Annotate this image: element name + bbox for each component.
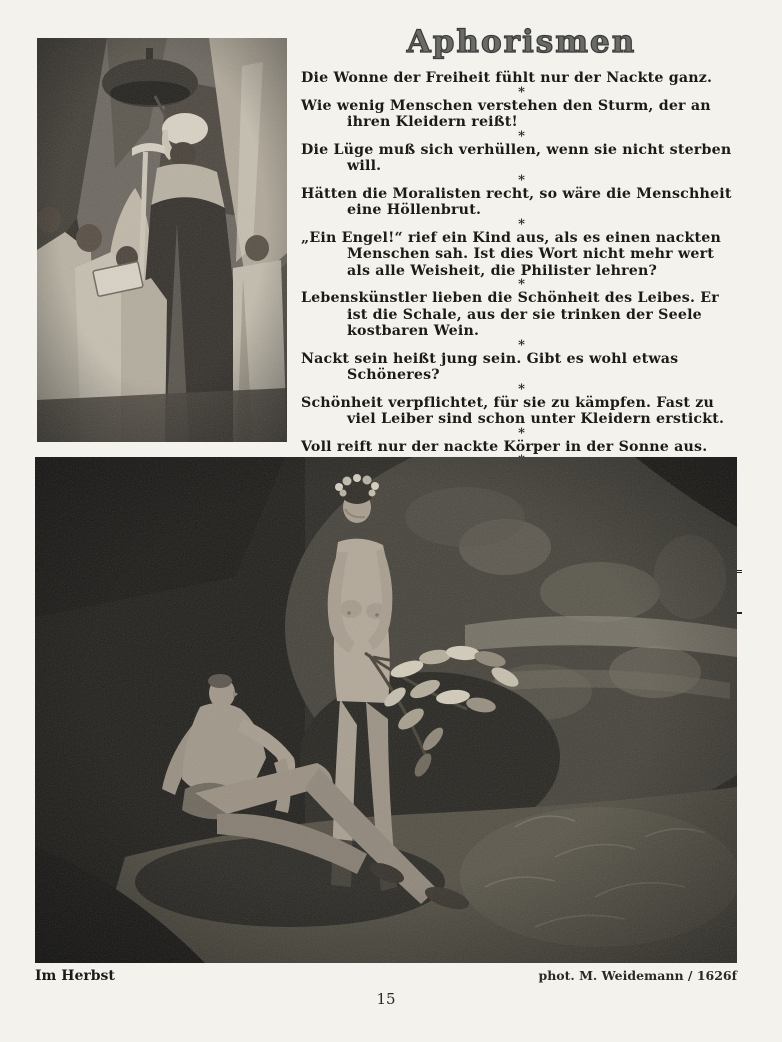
photo-priest-illustration: [37, 38, 287, 442]
aphorism: Voll reift nur der nackte Körper in der Sonne aus.: [301, 438, 708, 455]
aphorism: Die Lüge muß sich verhüllen, wenn sie nicht sterben will.: [301, 141, 732, 174]
aphorism: Lebenskünstler lieben die Schönheit des Leibes. Er ist die Schale, aus der sie trinken der Seele kostbaren Wein.: [301, 290, 719, 339]
aphorism-separator: *: [518, 128, 525, 144]
aphorism: Nackt sein heißt jung sein. Gibt es wohl etwas Schöneres?: [301, 350, 679, 383]
photographer-credit: phot. M. Weidemann / 1626f: [538, 968, 737, 983]
aphorism-separator: *: [518, 381, 525, 397]
aphorism-separator: *: [518, 425, 525, 441]
photo-im-herbst: [35, 457, 737, 963]
bottom-caption-row: [35, 968, 737, 984]
photo-title: Im Herbst: [35, 968, 115, 984]
aphorism-separator: *: [518, 277, 525, 292]
photo-herbst-illustration: [35, 457, 737, 963]
page-number: 15: [376, 990, 396, 1008]
aphorism-separator: *: [518, 172, 525, 188]
aphorism: Wie wenig Menschen verstehen den Sturm, der an ihren Kleidern reißt!: [301, 97, 711, 130]
aphorism: Schönheit verpflichtet, für sie zu kämpfen. Fast zu viel Leiber sind schon unter Kleidern erstickt.: [301, 394, 725, 427]
aphorism: „Ein Engel!“ rief ein Kind aus, als es einen nackten Menschen sah. Ist dies Wort nicht mehr wert als alle Weisheit, die Philister lehren?: [301, 229, 722, 279]
page-title: Aphorismen: [406, 24, 637, 60]
aphorism-separator: *: [518, 84, 525, 100]
aphorism: Hätten die Moralisten recht, so wäre die Menschheit eine Höllenbrut.: [301, 185, 732, 218]
photo-priest-with-boys: [37, 38, 287, 442]
aphorism-separator: *: [518, 216, 525, 232]
aphorism-separator: *: [518, 337, 525, 353]
aphorism: Die Wonne der Freiheit fühlt nur der Nackte ganz.: [301, 70, 713, 86]
